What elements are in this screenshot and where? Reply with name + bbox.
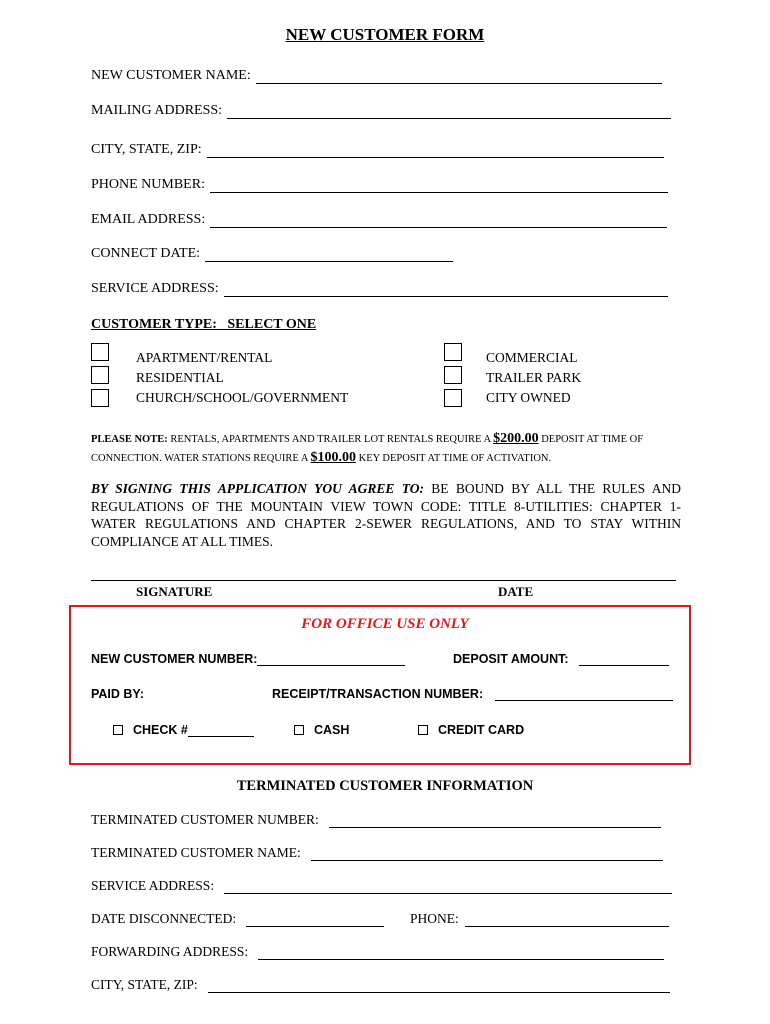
connect-date-field[interactable] [205,248,453,262]
phone-number-field[interactable] [210,179,668,193]
terminated-phone-row [410,911,669,927]
terminated-name-label: TERMINATED CUSTOMER NAME: [91,845,301,860]
city-state-zip-field[interactable] [207,144,664,158]
forwarding-address-row [91,944,664,960]
check-number-field[interactable] [188,724,254,737]
new-customer-number-row [91,652,405,666]
checkbox-commercial[interactable] [444,343,462,361]
check-checkbox[interactable] [113,725,123,735]
phone-number-label: PHONE NUMBER: [91,177,205,192]
connect-date-label: CONNECT DATE: [91,246,201,261]
option-apartment-rental: APARTMENT/RENTAL [136,350,273,365]
service-address-label: SERVICE ADDRESS: [91,281,219,296]
note-label: PLEASE NOTE: [91,434,168,445]
city-state-zip-label: CITY, STATE, ZIP: [91,142,202,157]
credit-card-option[interactable] [418,723,524,737]
signature-label: SIGNATURE [136,584,213,599]
cash-checkbox[interactable] [294,725,304,735]
terminated-city-row [91,977,670,993]
terminated-service-row [91,878,672,894]
checkbox-city-owned[interactable] [444,389,462,407]
paid-by-row [91,687,144,701]
option-residential: RESIDENTIAL [136,370,224,385]
date-disconnected-field[interactable] [246,913,384,927]
signature-line[interactable] [91,580,676,581]
note-amount-water: $100.00 [310,450,356,465]
service-address-field[interactable] [224,283,668,297]
note-amount-rental: $200.00 [493,431,539,446]
service-address-row [91,281,668,297]
receipt-number-label: RECEIPT/TRANSACTION NUMBER: [272,687,484,701]
customer-name-label: NEW CUSTOMER NAME: [91,68,251,83]
note-text-1: RENTALS, APARTMENTS AND TRAILER LOT RENTALS REQUIRE A [167,434,494,445]
customer-type-heading: CUSTOMER TYPE: SELECT ONE [91,317,317,332]
phone-number-row [91,177,668,193]
terminated-name-row [91,845,663,861]
mailing-address-row [91,103,671,119]
terminated-service-label: SERVICE ADDRESS: [91,878,215,893]
terminated-number-label: TERMINATED CUSTOMER NUMBER: [91,812,319,827]
form-title: NEW CUSTOMER FORM [285,25,485,44]
terminated-number-field[interactable] [329,814,661,828]
deposit-note [91,430,681,468]
new-customer-number-label: NEW CUSTOMER NUMBER: [91,652,258,666]
mailing-address-field[interactable] [227,105,671,119]
terminated-phone-field[interactable] [465,913,669,927]
terminated-city-field[interactable] [208,979,670,993]
credit-card-label: CREDIT CARD [438,723,525,737]
option-church-school-government: CHURCH/SCHOOL/GOVERNMENT [136,390,349,405]
office-use-title: FOR OFFICE USE ONLY [301,616,469,632]
date-label: DATE [498,584,534,599]
connect-date-row [91,246,453,262]
agreement-text [91,480,681,550]
option-trailer-park: TRAILER PARK [486,370,582,385]
receipt-number-row [272,687,673,701]
check-label: CHECK # [133,723,188,737]
terminated-city-label: CITY, STATE, ZIP: [91,977,198,992]
email-address-field[interactable] [210,214,667,228]
date-disconnected-row [91,911,384,927]
terminated-title: TERMINATED CUSTOMER INFORMATION [236,778,534,794]
forwarding-address-field[interactable] [258,946,664,960]
terminated-number-row [91,812,661,828]
receipt-number-field[interactable] [495,688,673,701]
deposit-amount-row [453,652,669,666]
terminated-name-field[interactable] [311,847,663,861]
checkbox-residential[interactable] [91,366,109,384]
mailing-address-label: MAILING ADDRESS: [91,103,223,118]
agreement-body: BE BOUND BY ALL THE RULES AND REGULATIONS OF THE MOUNTAIN VIEW TOWN CODE: TITLE 8-UTILITIES: CHAPTER 1- WATER REGULATIONS AND CHAPTER 2-SEWER REGULATIONS, AND TO STAY WITHIN COMPLIANCE AT ALL TIMES. [91,481,681,549]
option-city-owned: CITY OWNED [486,390,571,405]
customer-name-row [91,68,662,84]
note-text-2: DEPOSIT AT TIME OF CONNECTION. WATER STATIONS REQUIRE A [91,434,644,464]
checkbox-apartment-rental[interactable] [91,343,109,361]
deposit-amount-field[interactable] [579,653,669,666]
city-state-zip-row [91,142,664,158]
cash-label: CASH [314,723,350,737]
checkbox-trailer-park[interactable] [444,366,462,384]
paid-by-label: PAID BY: [91,687,145,701]
credit-card-checkbox[interactable] [418,725,428,735]
new-customer-number-field[interactable] [257,653,405,666]
deposit-amount-label: DEPOSIT AMOUNT: [453,652,569,666]
option-commercial: COMMERCIAL [486,350,578,365]
date-disconnected-label: DATE DISCONNECTED: [91,911,237,926]
cash-option[interactable] [294,723,349,737]
forwarding-address-label: FORWARDING ADDRESS: [91,944,249,959]
terminated-phone-label: PHONE: [410,911,459,926]
agreement-lead: BY SIGNING THIS APPLICATION YOU AGREE TO: [91,481,424,496]
email-address-label: EMAIL ADDRESS: [91,212,206,227]
terminated-service-field[interactable] [224,880,672,894]
check-option[interactable] [113,723,254,737]
email-address-row [91,212,667,228]
checkbox-church-school-government[interactable] [91,389,109,407]
note-text-3: KEY DEPOSIT AT TIME OF ACTIVATION. [355,453,552,464]
customer-name-field[interactable] [256,70,662,84]
